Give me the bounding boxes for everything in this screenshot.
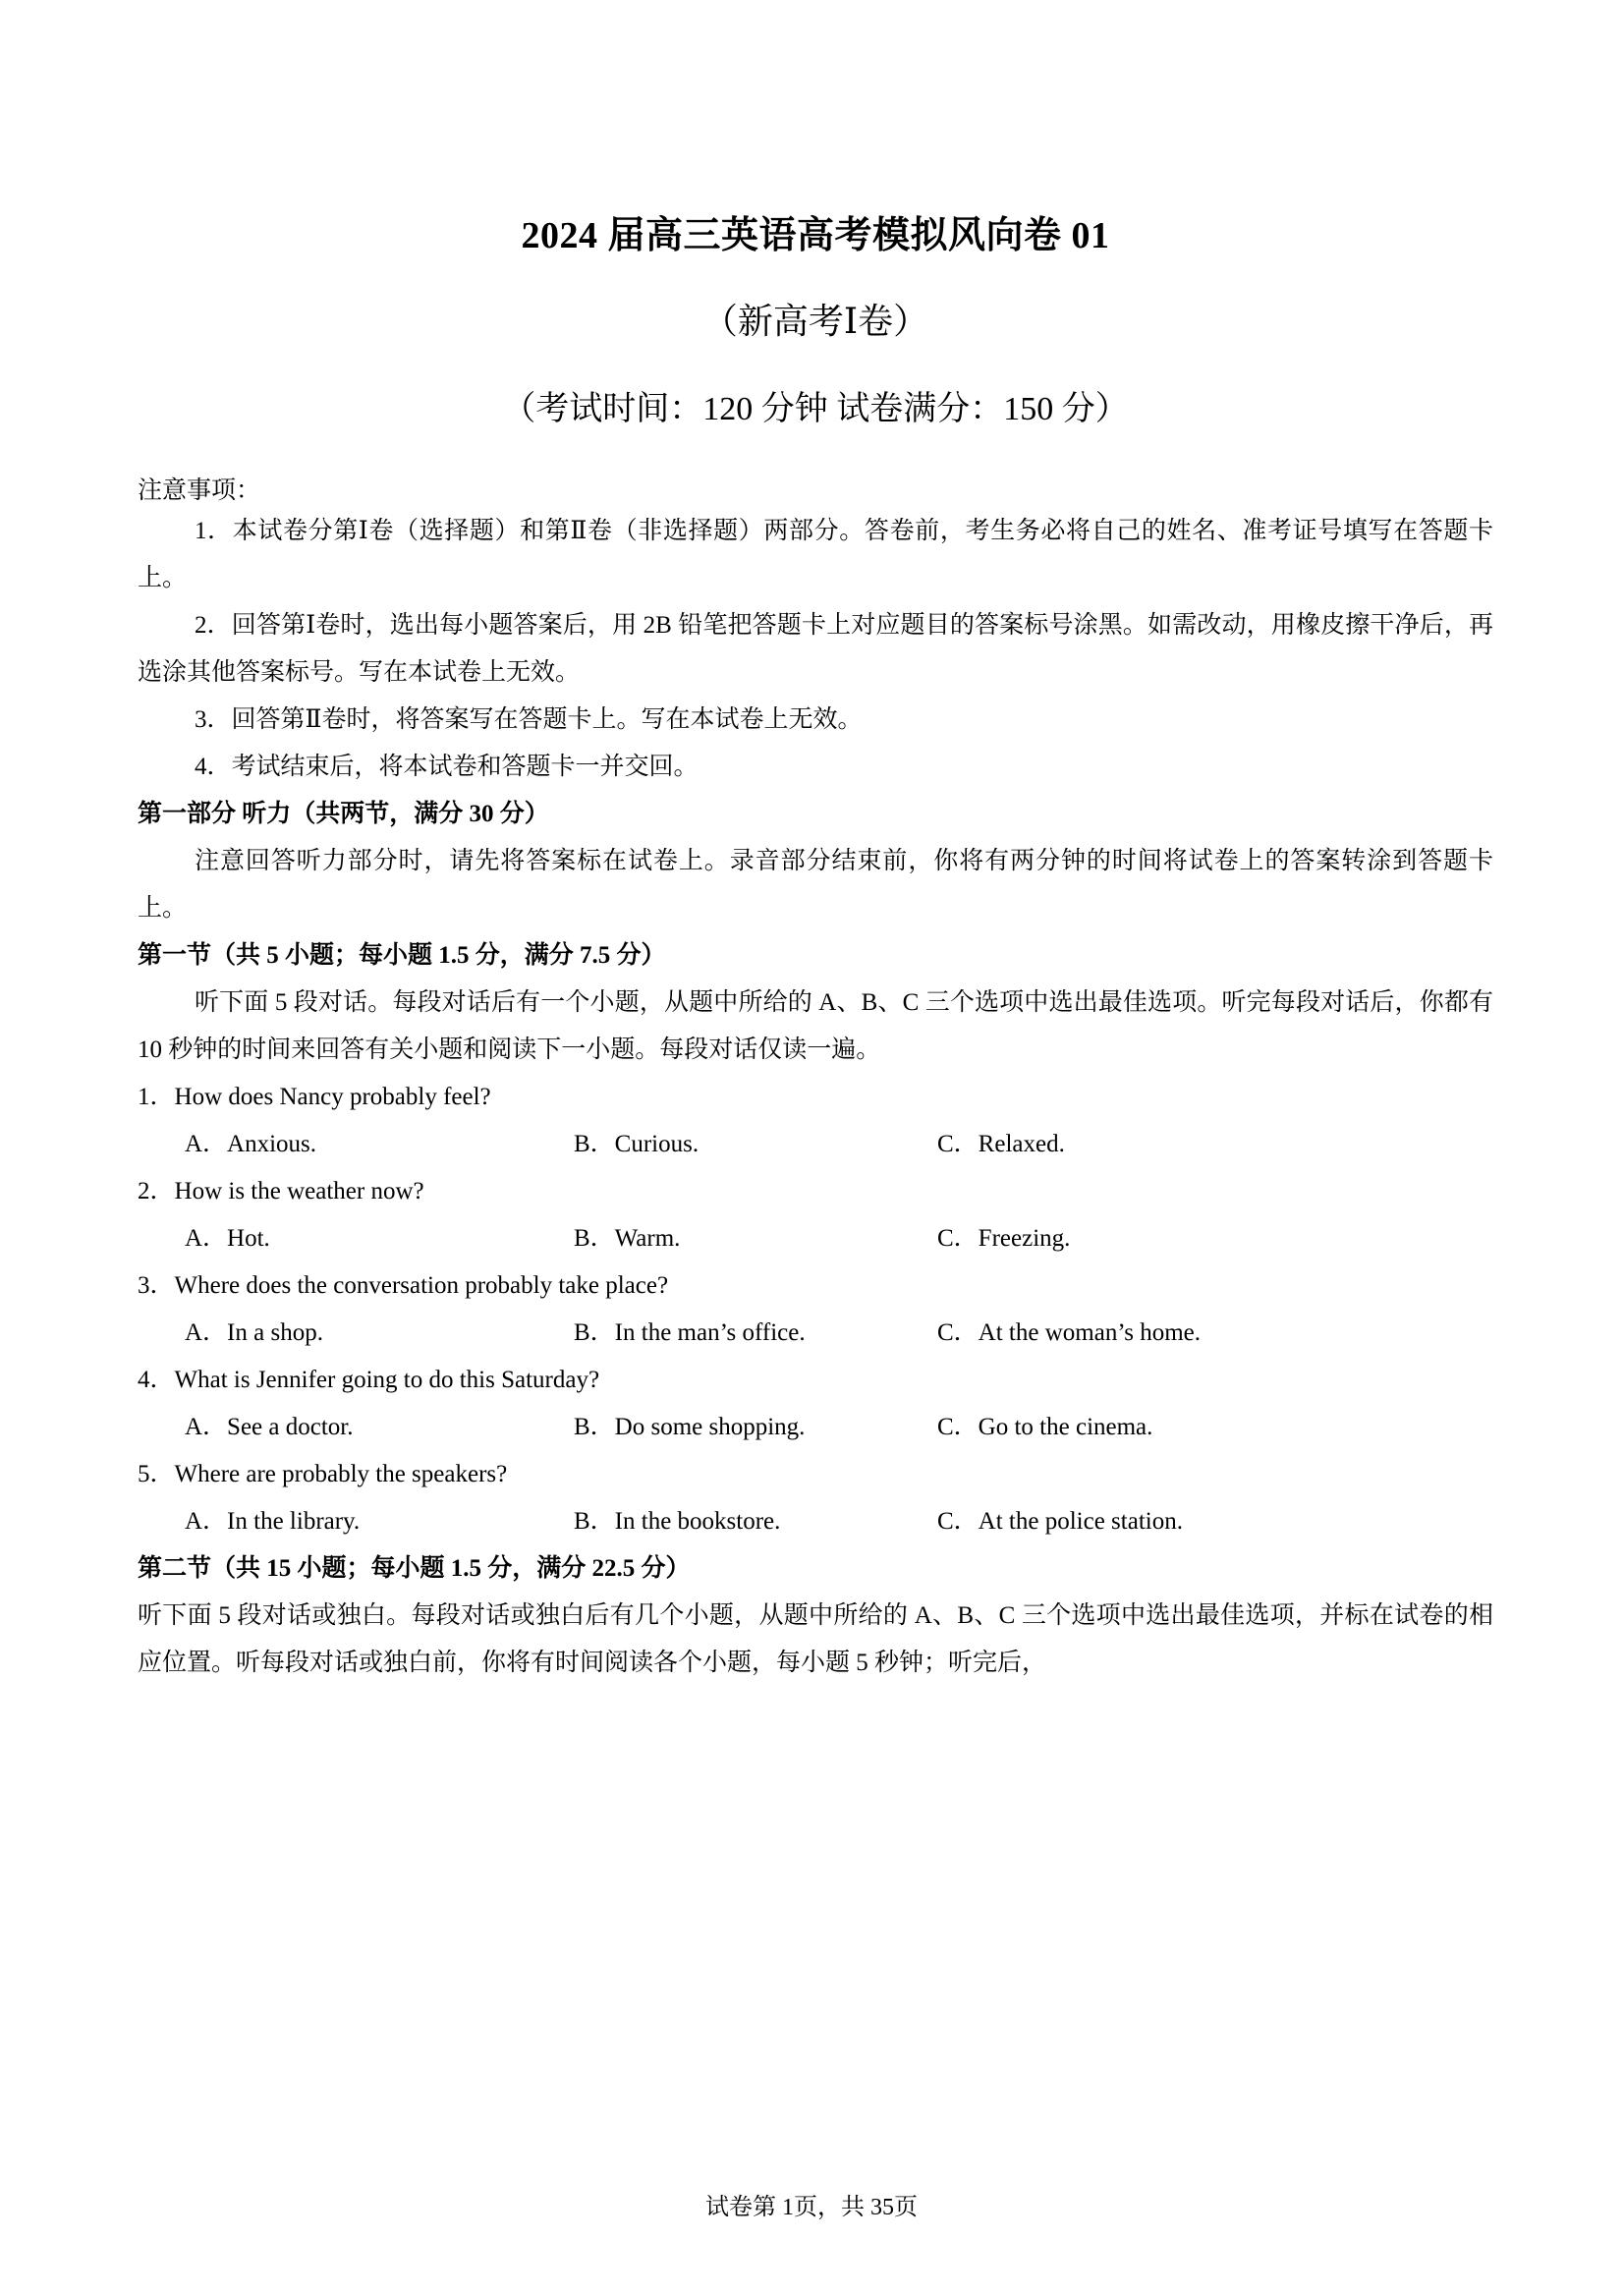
question-options [138,1121,1493,1168]
question-number: 3． [138,1271,175,1299]
notes-item-2: 2．回答第Ⅰ卷时，选出每小题答案后，用 2B 铅笔把答题卡上对应题目的答案标号涂黑。如需改动，用橡皮擦干净后，再选涂其他答案标号。写在本试卷上无效。 [138,611,1493,686]
question-options [138,1498,1493,1545]
page-title: 2024 届高三英语高考模拟风向卷 01 [521,215,1110,256]
notes-item-3: 3．回答第Ⅱ卷时，将答案写在答题卡上。写在本试卷上无效。 [195,705,863,733]
question-item [138,1074,1493,1121]
question-stem: How does Nancy probably feel? [174,1083,491,1110]
option-a[interactable]: A．In the library. [185,1507,361,1535]
question-stem: Where does the conversation probably take place? [174,1271,669,1299]
option-c[interactable]: C．At the police station. [937,1507,1183,1535]
option-a[interactable]: A．Hot. [185,1224,270,1252]
option-b[interactable]: B．In the bookstore. [574,1507,781,1535]
notes-item-1: 1．本试卷分第Ⅰ卷（选择题）和第Ⅱ卷（非选择题）两部分。答卷前，考生务必将自己的姓名、准考证号填写在答题卡上。 [138,517,1493,591]
question-options [138,1215,1493,1262]
question-stem: What is Jennifer going to do this Saturday? [174,1366,600,1393]
notes-item-4: 4．考试结束后，将本试卷和答题卡一并交回。 [195,753,699,780]
exam-meta-line: （考试时间：120 分钟 试卷满分：150 分） [502,390,1129,427]
option-b[interactable]: B．Do some shopping. [574,1413,806,1440]
option-c[interactable]: C．Go to the cinema. [937,1413,1153,1440]
option-c[interactable]: C．Freezing. [937,1224,1071,1252]
section-one-heading: 第一节（共 5 小题；每小题 1.5 分，满分 7.5 分） [138,941,666,969]
section-two-heading: 第二节（共 15 小题；每小题 1.5 分，满分 22.5 分） [138,1554,691,1582]
page-content [138,0,1493,1687]
page-subtitle: （新高考Ⅰ卷） [701,301,929,341]
option-b[interactable]: B．Warm. [574,1224,681,1252]
question-number: 4． [138,1366,175,1393]
option-a[interactable]: A．Anxious. [185,1130,317,1157]
option-a[interactable]: A．See a doctor. [185,1413,354,1440]
question-options [138,1404,1493,1451]
page-footer: 试卷第 1页，共 35页 [705,2195,918,2220]
option-b[interactable]: B．In the man’s office. [574,1318,806,1346]
section-two-intro: 听下面 5 段对话或独白。每段对话或独白后有几个小题，从题中所给的 A、B、C 三个选项中选出最佳选项，并标在试卷的相应位置。听每段对话或独白前，你将有时间阅读各个小题，每小题 5 秒钟；听完后， [138,1601,1493,1676]
question-item [138,1262,1493,1310]
question-stem: Where are probably the speakers? [174,1460,508,1487]
question-number: 1． [138,1083,175,1110]
question-options [138,1310,1493,1357]
option-c[interactable]: C．Relaxed. [937,1130,1065,1157]
notes-heading: 注意事项： [138,476,261,504]
option-b[interactable]: B．Curious. [574,1130,700,1157]
question-item [138,1357,1493,1404]
question-item [138,1168,1493,1215]
question-number: 2． [138,1177,175,1204]
section-one-intro: 听下面 5 段对话。每段对话后有一个小题，从题中所给的 A、B、C 三个选项中选出最佳选项。听完每段对话后，你都有 10 秒钟的时间来回答有关小题和阅读下一小题。每段对话仅读一遍。 [138,988,1493,1063]
option-a[interactable]: A．In a shop. [185,1318,323,1346]
part-one-heading: 第一部分 听力（共两节，满分 30 分） [138,800,549,827]
option-c[interactable]: C．At the woman’s home. [937,1318,1202,1346]
question-number: 5． [138,1460,175,1487]
part-one-intro: 注意回答听力部分时，请先将答案标在试卷上。录音部分结束前，你将有两分钟的时间将试卷上的答案转涂到答题卡上。 [138,847,1493,922]
question-item [138,1451,1493,1498]
question-stem: How is the weather now? [174,1177,424,1204]
